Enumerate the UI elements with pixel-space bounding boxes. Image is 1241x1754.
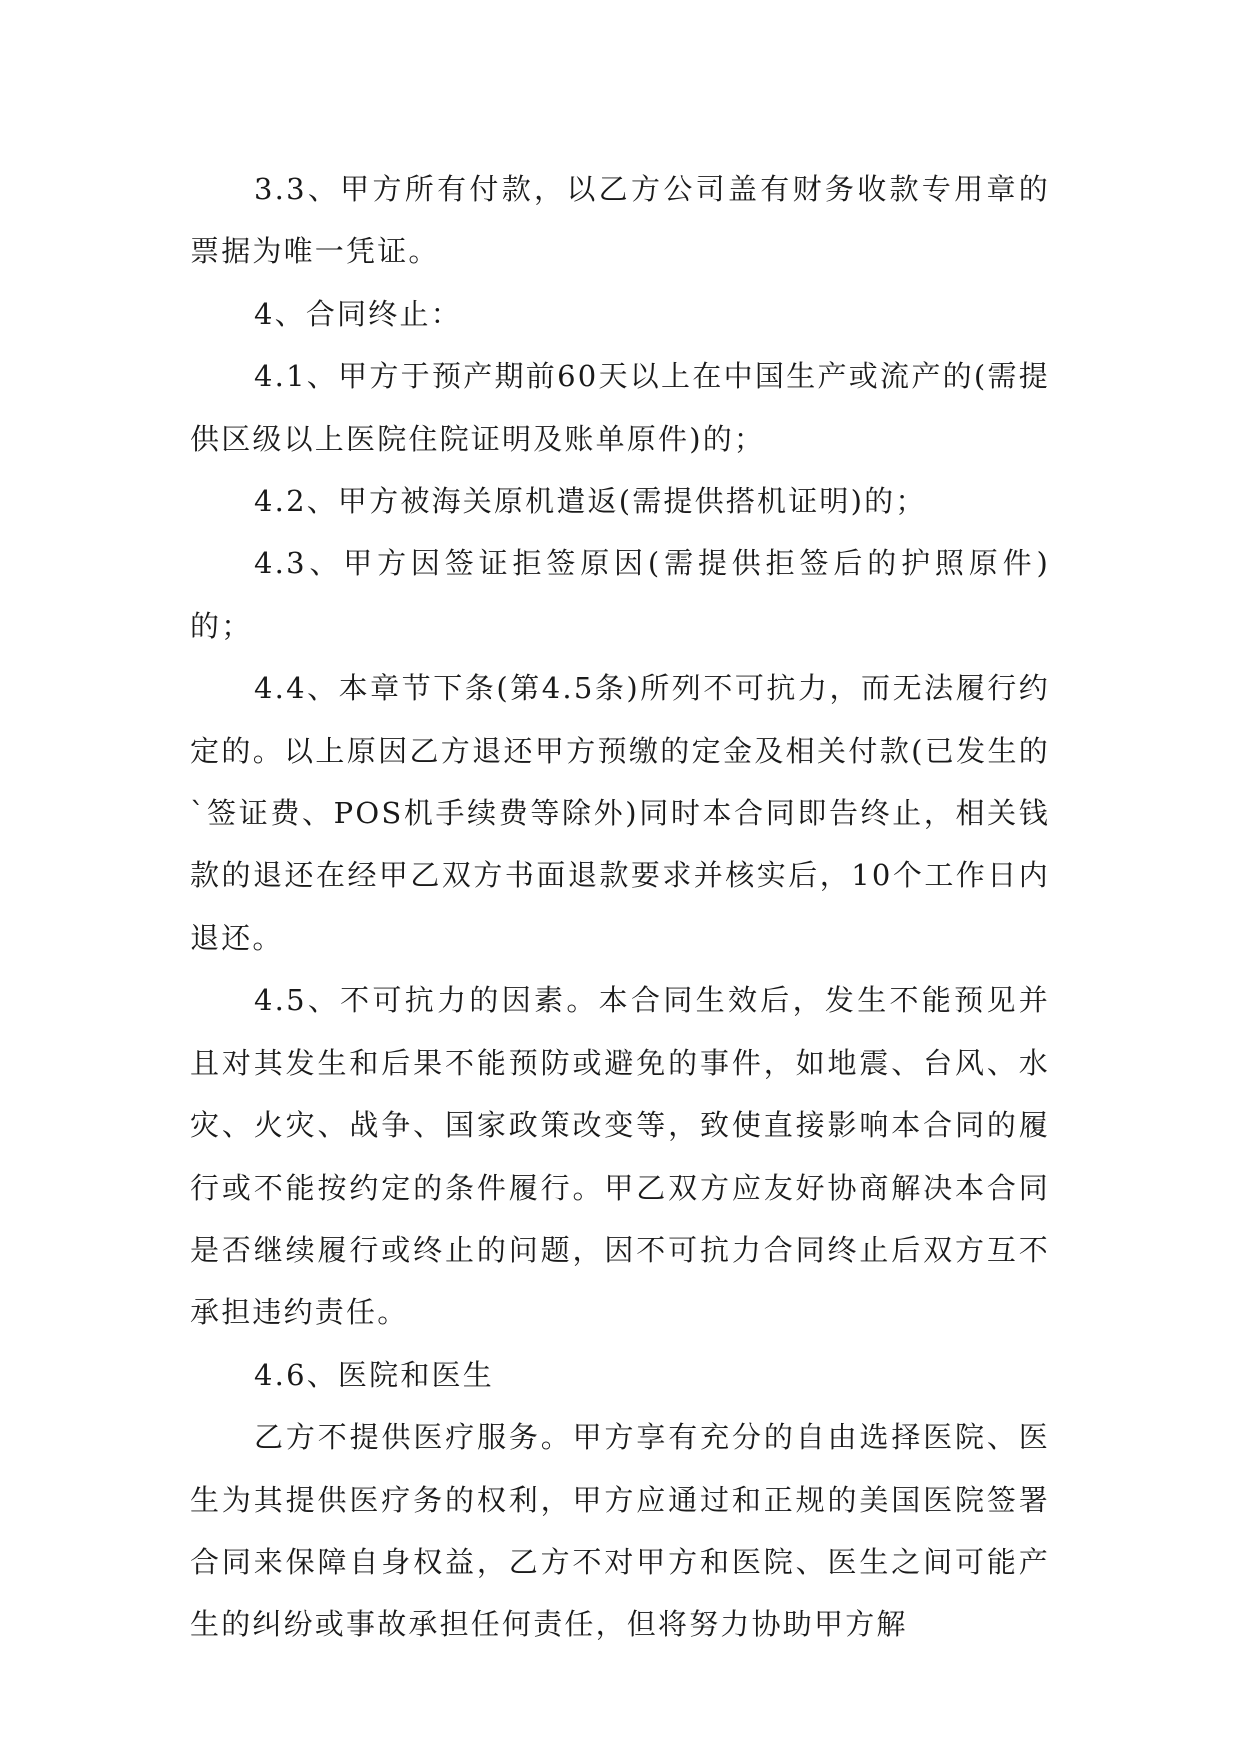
clause-4-2-paragraph: 4.2、甲方被海关原机遣返(需提供搭机证明)的； [254, 484, 927, 519]
clause-4-4-paragraph: 4.4、本章节下条(第4.5条)所列不可抗力，而无法履行约定的。以上原因乙方退还甲方预缴的定金及相关付款(已发生的`签证费、POS机手续费等除外)同时本合同即告终止，相关钱款的退还在经甲乙双方书面退款要求并核实后，10个工作日内退还。 [190, 671, 1050, 955]
clause-4-1-paragraph: 4.1、甲方于预产期前60天以上在中国生产或流产的(需提供区级以上医院住院证明及账单原件)的； [190, 359, 1050, 456]
clause-4-heading: 4、合同终止： [254, 296, 462, 331]
clause-4-5-paragraph: 4.5、不可抗力的因素。本合同生效后，发生不能预见并且对其发生和后果不能预防或避免的事件，如地震、台风、水灾、火灾、战争、国家政策改变等，致使直接影响本合同的履行或不能按约定的条件履行。甲乙双方应友好协商解决本合同是否继续履行或终止的问题，因不可抗力合同终止后双方互不承担违约责任。 [190, 983, 1050, 1330]
clause-4-6-paragraph: 乙方不提供医疗服务。甲方享有充分的自由选择医院、医生为其提供医疗务的权利，甲方应通过和正规的美国医院签署合同来保障自身权益，乙方不对甲方和医院、医生之间可能产生的纠纷或事故承担任何责任，但将努力协助甲方解 [190, 1420, 1050, 1642]
clause-4-6-heading: 4.6、医院和医生 [254, 1357, 494, 1392]
document-body [190, 158, 1050, 1656]
clause-3-3-paragraph: 3.3、甲方所有付款，以乙方公司盖有财务收款专用章的票据为唯一凭证。 [190, 172, 1050, 269]
clause-4-3-paragraph: 4.3、甲方因签证拒签原因(需提供拒签后的护照原件)的； [190, 546, 1050, 643]
